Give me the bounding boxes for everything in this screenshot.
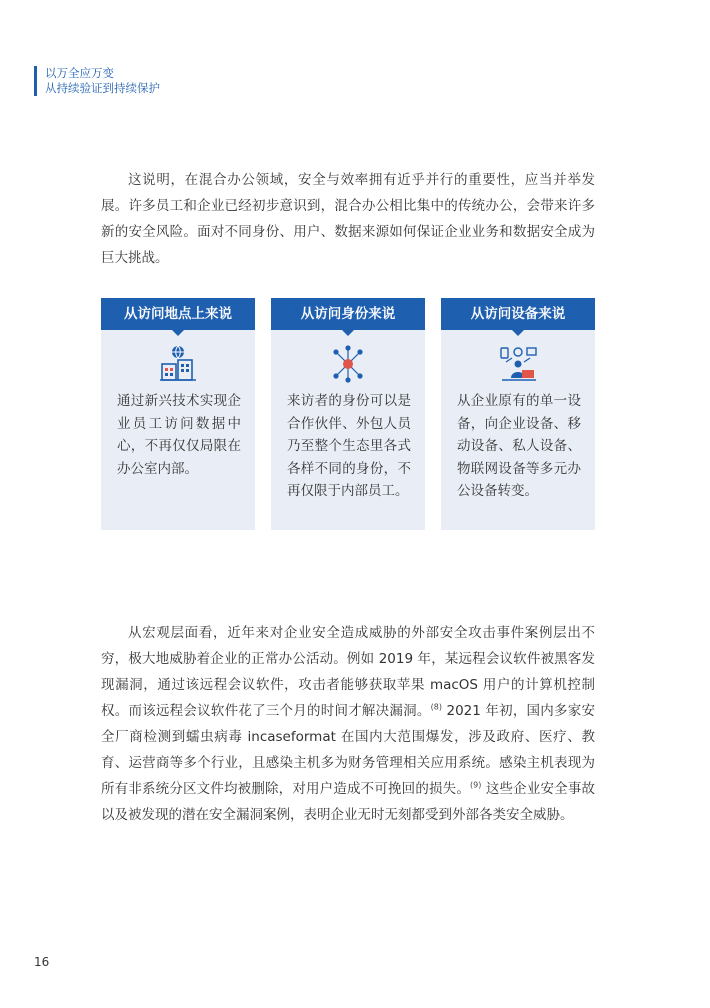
user-devices-icon	[498, 344, 538, 384]
macro-text-3: 这些企业安全事故以及被发现的潜在安全漏洞案例，表明企业无时无刻都受到外部各类安全威胁。	[101, 781, 596, 823]
card-access-device	[441, 298, 595, 530]
page-number: 16	[34, 955, 50, 969]
card-title: 从访问设备来说	[441, 298, 595, 330]
footnote-ref-8[interactable]: (8)	[430, 702, 442, 712]
user-network-icon	[328, 344, 368, 384]
footnote-ref-9[interactable]: (9)	[470, 780, 482, 790]
card-access-identity	[271, 298, 425, 530]
card-access-location	[101, 298, 255, 530]
card-body: 从企业原有的单一设备，向企业设备、移动设备、私人设备、物联网设备等多元办公设备转变。	[457, 393, 581, 499]
card-title: 从访问地点上来说	[101, 298, 255, 330]
macro-text-1: 从宏观层面看，近年来对企业安全造成威胁的外部安全攻击事件案例层出不穷，极大地威胁着企业的正常办公活动。例如 2019 年，某远程会议软件被黑客发现漏洞，通过该远程会议软件，攻击者能够获取苹果 macOS 用户的计算机控制权。而该远程会议软件花了三个月的时间才解决漏洞。	[101, 625, 595, 719]
building-globe-icon	[158, 344, 198, 384]
intro-paragraph: 这说明，在混合办公领域，安全与效率拥有近乎并行的重要性，应当并举发展。许多员工和企业已经初步意识到，混合办公相比集中的传统办公，会带来许多新的安全风险。面对不同身份、用户、数据来源如何保证企业业务和数据安全成为巨大挑战。	[101, 172, 595, 266]
card-body: 来访者的身份可以是合作伙伴、外包人员乃至整个生态里各式各样不同的身份，不再仅限于内部员工。	[287, 393, 411, 499]
header-subtitle: 从持续验证到持续保护	[45, 81, 160, 95]
running-header	[34, 66, 160, 96]
macro-text-2: 2021 年初，国内多家安全厂商检测到蠕虫病毒 incaseformat 在国内大范围爆发，涉及政府、医疗、教育、运营商等多个行业，且感染主机多为财务管理相关应用系统。感染主机表现为所有非系统分区文件均被删除，对用户造成不可挽回的损失。	[101, 703, 595, 797]
header-title: 以万全应万变	[45, 66, 114, 80]
card-title: 从访问身份来说	[271, 298, 425, 330]
macro-paragraph	[101, 620, 595, 828]
card-body: 通过新兴技术实现企业员工访问数据中心，不再仅仅局限在办公室内部。	[117, 393, 241, 477]
